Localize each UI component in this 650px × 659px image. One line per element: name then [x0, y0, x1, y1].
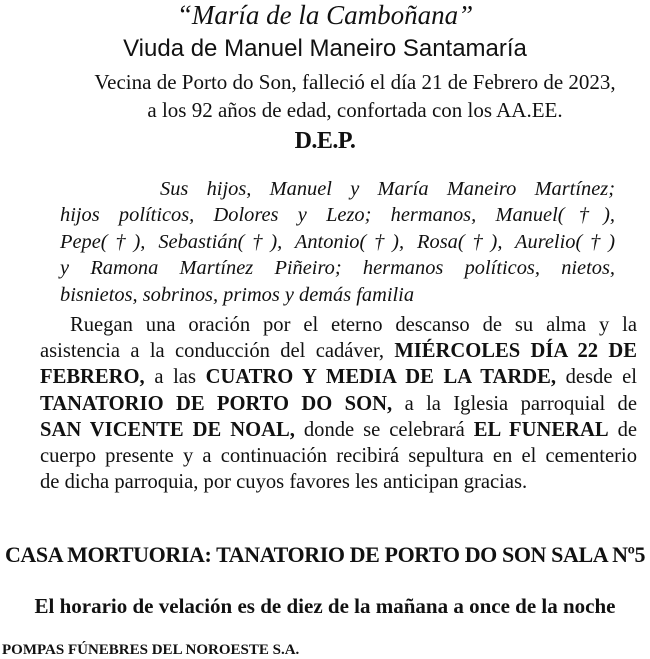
funeral-home-name: POMPAS FÚNEBRES DEL NOROESTE S.A. [2, 642, 300, 658]
funeral-text: a la Iglesia parroquial de [404, 392, 637, 415]
funeral-text: desde el [565, 366, 637, 389]
wake-location: CASA MORTUORIA: TANATORIO DE PORTO DO SON SALA Nº5 [4, 542, 646, 567]
funeral-origin: TANATORIO DE PORTO DO SON, [40, 392, 393, 415]
funeral-text: a las [154, 366, 196, 389]
funeral-text: de [617, 418, 637, 441]
funeral-line [40, 443, 637, 469]
funeral-paragraph [40, 312, 637, 495]
death-info-line-1: Vecina de Porto do Son, falleció el día 21 de Febrero de 2023, [94, 70, 616, 94]
funeral-date: MIÉRCOLES DÍA 22 DE [394, 340, 637, 363]
deceased-nickname: “María de la Camboñana” [176, 0, 474, 30]
funeral-line [40, 417, 637, 443]
funeral-text: cuerpo presente y a continuación recibirá sepultura en el cementerio [40, 445, 637, 468]
funeral-text: Ruegan una oración por el eterno descanso de su alma y la [70, 314, 637, 336]
family-paragraph [60, 176, 615, 308]
funeral-line [40, 469, 637, 495]
dep-heading: D.E.P. [294, 128, 356, 154]
funeral-text: donde se celebrará [303, 418, 465, 441]
family-line: bisnietos, sobrinos, primos y demás familia [60, 283, 415, 306]
family-line: hijos políticos, Dolores y Lezo; hermanos, Manuel(†), [60, 204, 615, 227]
funeral-line [40, 338, 637, 364]
funeral-line [40, 364, 637, 390]
widow-of-line: Viuda de Manuel Maneiro Santamaría [123, 35, 527, 62]
funeral-service: EL FUNERAL [473, 418, 609, 441]
family-line: Pepe(†), Sebastián(†), Antonio(†), Rosa(†), Aurelio(†) [60, 230, 615, 253]
family-line: y Ramona Martínez Piñeiro; hermanos políticos, nietos, [60, 257, 615, 280]
funeral-line [40, 312, 637, 338]
funeral-parish: SAN VICENTE DE NOAL, [40, 418, 295, 441]
funeral-text: de dicha parroquia, por cuyos favores les anticipan gracias. [40, 471, 528, 494]
death-info-line-2: a los 92 años de edad, confortada con los AA.EE. [147, 98, 563, 122]
funeral-time: CUATRO Y MEDIA DE LA TARDE, [205, 366, 556, 389]
funeral-text: asistencia a la conducción del cadáver, [40, 340, 385, 363]
funeral-line [40, 391, 637, 417]
funeral-month: FEBRERO, [40, 366, 145, 389]
family-line: Sus hijos, Manuel y María Maneiro Martínez; [160, 178, 615, 200]
wake-hours: El horario de velación es de diez de la mañana a once de la noche [34, 594, 616, 618]
